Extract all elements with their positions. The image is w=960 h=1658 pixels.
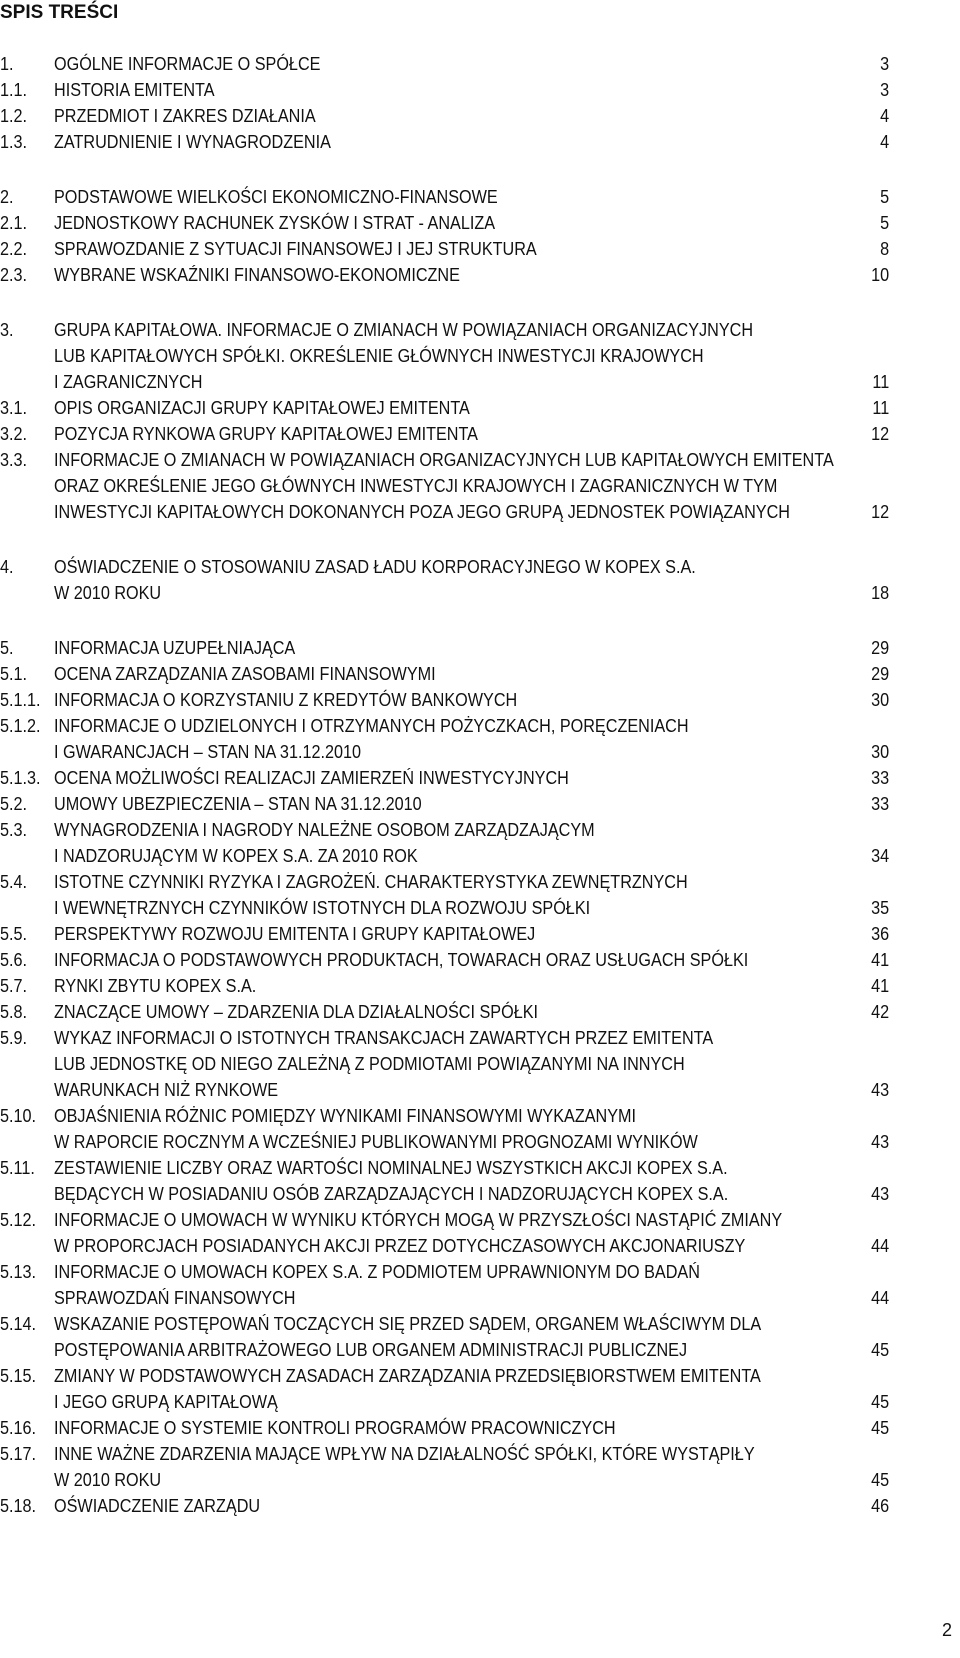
section-spacer [0, 525, 940, 554]
toc-entry-title: WYKAZ INFORMACJI O ISTOTNYCH TRANSAKCJACH ZAWARTYCH PRZEZ EMITENTA [54, 1028, 714, 1048]
toc-entry[interactable] [0, 817, 936, 869]
toc-entry-page: 33 [871, 794, 890, 814]
toc-entry-title: I WEWNĘTRZNYCH CZYNNIKÓW ISTOTNYCH DLA ROZWOJU SPÓŁKI [54, 898, 591, 918]
toc-entry-page: 29 [871, 638, 890, 658]
toc-entry-page: 29 [871, 664, 890, 684]
toc-entry[interactable] [0, 661, 936, 687]
toc-entry-number: 5.1.1. [0, 690, 41, 710]
toc-entry-number: 5.14. [0, 1314, 37, 1334]
toc-entry-number: 2. [0, 187, 14, 207]
toc-entry-page: 41 [871, 976, 890, 996]
toc-entry-title: PODSTAWOWE WIELKOŚCI EKONOMICZNO-FINANSOWE [54, 187, 498, 207]
toc-entry-page: 30 [871, 690, 890, 710]
toc-entry-page: 4 [880, 106, 890, 126]
toc-entry-number: 5.4. [0, 872, 28, 892]
toc-entry-page: 35 [871, 898, 890, 918]
toc-entry-title: W PROPORCJACH POSIADANYCH AKCJI PRZEZ DOTYCHCZASOWYCH AKCJONARIUSZY [54, 1236, 746, 1256]
toc-entry-page: 45 [871, 1470, 890, 1490]
toc-entry-number: 5.10. [0, 1106, 37, 1126]
toc-entry-title: INFORMACJA UZUPEŁNIAJĄCA [54, 638, 296, 658]
toc-entry[interactable] [0, 1155, 936, 1207]
toc-entry-page: 41 [871, 950, 890, 970]
toc-entry-number: 5.1.3. [0, 768, 41, 788]
toc-entry-number: 5.8. [0, 1002, 28, 1022]
toc-entry-number: 5.1.2. [0, 716, 41, 736]
toc-entry-title: RYNKI ZBYTU KOPEX S.A. [54, 976, 257, 996]
toc-entry-title: OPIS ORGANIZACJI GRUPY KAPITAŁOWEJ EMITENTA [54, 398, 470, 418]
toc-entry-number: 3.2. [0, 424, 28, 444]
toc-entry[interactable] [0, 1025, 936, 1103]
toc-entry-title: I ZAGRANICZNYCH [54, 372, 203, 392]
toc-entry-number: 1.3. [0, 132, 28, 152]
toc-entry-page: 11 [872, 372, 890, 392]
toc-entry-page: 45 [871, 1418, 890, 1438]
toc-entry-title: W 2010 ROKU [54, 1470, 162, 1490]
toc-entry[interactable] [0, 1207, 936, 1259]
toc-entry-title: GRUPA KAPITAŁOWA. INFORMACJE O ZMIANACH W POWIĄZANIACH ORGANIZACYJNYCH [54, 320, 754, 340]
toc-entry[interactable] [0, 1363, 936, 1415]
toc-entry-title: OŚWIADCZENIE O STOSOWANIU ZASAD ŁADU KORPORACYJNEGO W KOPEX S.A. [54, 557, 696, 577]
toc-entry-number: 3. [0, 320, 14, 340]
toc-entry-title: I NADZORUJĄCYM W KOPEX S.A. ZA 2010 ROK [54, 846, 418, 866]
toc-entry-title: PRZEDMIOT I ZAKRES DZIAŁANIA [54, 106, 316, 126]
toc-entry-title: WYBRANE WSKAŹNIKI FINANSOWO-EKONOMICZNE [54, 265, 460, 285]
toc-entry[interactable] [0, 947, 936, 973]
toc-entry-number: 5.13. [0, 1262, 37, 1282]
toc-entry-number: 5. [0, 638, 14, 658]
toc-entry-number: 5.16. [0, 1418, 37, 1438]
toc-entry[interactable] [0, 184, 936, 210]
toc-entry[interactable] [0, 921, 936, 947]
toc-entry-title: ZMIANY W PODSTAWOWYCH ZASADACH ZARZĄDZANIA PRZEDSIĘBIORSTWEM EMITENTA [54, 1366, 761, 1386]
toc-entry-title: I JEGO GRUPĄ KAPITAŁOWĄ [54, 1392, 278, 1412]
toc-entry-title: OGÓLNE INFORMACJE O SPÓŁCE [54, 54, 321, 74]
toc-entry[interactable] [0, 635, 936, 661]
toc-entry-number: 5.6. [0, 950, 28, 970]
section-spacer [0, 606, 940, 635]
section-spacer [0, 155, 940, 184]
toc-entry-page: 36 [871, 924, 890, 944]
toc-entry[interactable] [0, 791, 936, 817]
toc-entry[interactable] [0, 421, 936, 447]
toc-entry-title: SPRAWOZDAŃ FINANSOWYCH [54, 1288, 296, 1308]
toc-entry[interactable] [0, 395, 936, 421]
toc-entry-number: 5.11. [0, 1158, 35, 1178]
toc-entry-title: ZESTAWIENIE LICZBY ORAZ WARTOŚCI NOMINALNEJ WSZYSTKICH AKCJI KOPEX S.A. [54, 1158, 728, 1178]
toc-entry[interactable] [0, 1103, 936, 1155]
toc-entry-number: 5.12. [0, 1210, 37, 1230]
toc-entry[interactable] [0, 447, 936, 525]
toc-entry-title: SPRAWOZDANIE Z SYTUACJI FINANSOWEJ I JEJ STRUKTURA [54, 239, 537, 259]
toc-entry-page: 34 [871, 846, 890, 866]
toc-entry[interactable] [0, 51, 936, 77]
toc-entry-number: 5.1. [0, 664, 28, 684]
toc-entry-page: 43 [871, 1132, 890, 1152]
toc-entry-title: POZYCJA RYNKOWA GRUPY KAPITAŁOWEJ EMITENTA [54, 424, 478, 444]
toc-entry-title: PERSPEKTYWY ROZWOJU EMITENTA I GRUPY KAPITAŁOWEJ [54, 924, 536, 944]
toc-entry-page: 12 [871, 424, 890, 444]
toc-entry-title: INFORMACJA O PODSTAWOWYCH PRODUKTACH, TOWARACH ORAZ USŁUGACH SPÓŁKI [54, 950, 749, 970]
toc-entry-number: 1.2. [0, 106, 28, 126]
toc-entry-title: OCENA MOŻLIWOŚCI REALIZACJI ZAMIERZEŃ INWESTYCYJNYCH [54, 768, 569, 788]
toc-entry-number: 1.1. [0, 80, 28, 100]
toc-entry[interactable] [0, 210, 936, 236]
toc-entry[interactable] [0, 262, 936, 288]
toc-entry-number: 2.2. [0, 239, 28, 259]
toc-entry-page: 43 [871, 1080, 890, 1100]
toc-entry-title: BĘDĄCYCH W POSIADANIU OSÓB ZARZĄDZAJĄCYCH I NADZORUJĄCYCH KOPEX S.A. [54, 1184, 729, 1204]
toc-entry-number: 2.1. [0, 213, 28, 233]
toc-entry[interactable] [0, 973, 936, 999]
toc-entry-number: 5.7. [0, 976, 28, 996]
toc-entry[interactable] [0, 103, 936, 129]
toc-entry-number: 3.3. [0, 450, 28, 470]
toc-entry-title: WYNAGRODZENIA I NAGRODY NALEŻNE OSOBOM ZARZĄDZAJĄCYM [54, 820, 595, 840]
toc-entry-title: I GWARANCJACH – STAN NA 31.12.2010 [54, 742, 362, 762]
toc-entry-title: INWESTYCJI KAPITAŁOWYCH DOKONANYCH POZA JEGO GRUPĄ JEDNOSTEK POWIĄZANYCH [54, 502, 791, 522]
toc-entry-title: LUB KAPITAŁOWYCH SPÓŁKI. OKREŚLENIE GŁÓWNYCH INWESTYCJI KRAJOWYCH [54, 346, 704, 366]
page-number: 2 [941, 1620, 952, 1640]
toc-heading: SPIS TREŚCI [0, 2, 119, 23]
toc-entry-number: 1. [0, 54, 14, 74]
toc-entry-page: 45 [871, 1340, 890, 1360]
toc-entry-title: HISTORIA EMITENTA [54, 80, 215, 100]
toc-entry-page: 3 [880, 54, 890, 74]
toc-entry[interactable] [0, 236, 936, 262]
toc-entry-title: JEDNOSTKOWY RACHUNEK ZYSKÓW I STRAT - ANALIZA [54, 213, 496, 233]
toc-entry-page: 4 [880, 132, 890, 152]
toc-entry[interactable] [0, 554, 936, 606]
toc-entry-title: ZATRUDNIENIE I WYNAGRODZENIA [54, 132, 331, 152]
toc-entry-number: 5.2. [0, 794, 28, 814]
toc-entry-number: 5.17. [0, 1444, 37, 1464]
toc-entry-title: OBJAŚNIENIA RÓŻNIC POMIĘDZY WYNIKAMI FINANSOWYMI WYKAZANYMI [54, 1106, 637, 1126]
toc-entry-title: OCENA ZARZĄDZANIA ZASOBAMI FINANSOWYMI [54, 664, 436, 684]
toc-entry-title: UMOWY UBEZPIECZENIA – STAN NA 31.12.2010 [54, 794, 422, 814]
toc-entry-page: 3 [880, 80, 890, 100]
toc-entry-page: 5 [880, 213, 890, 233]
toc-entry-title: INFORMACJE O SYSTEMIE KONTROLI PROGRAMÓW PRACOWNICZYCH [54, 1418, 616, 1438]
toc-entry-page: 18 [871, 583, 890, 603]
table-of-contents [0, 51, 940, 1519]
toc-entry-number: 2.3. [0, 265, 28, 285]
toc-entry-page: 8 [880, 239, 890, 259]
toc-entry-title: W 2010 ROKU [54, 583, 162, 603]
toc-entry-title: INFORMACJE O ZMIANACH W POWIĄZANIACH ORGANIZACYJNYCH LUB KAPITAŁOWYCH EMITENTA [54, 450, 834, 470]
toc-entry-number: 5.9. [0, 1028, 28, 1048]
toc-entry[interactable] [0, 1493, 936, 1519]
toc-entry-title: WARUNKACH NIŻ RYNKOWE [54, 1080, 279, 1100]
toc-entry-page: 10 [871, 265, 890, 285]
toc-entry-page: 44 [871, 1236, 890, 1256]
toc-entry-page: 12 [871, 502, 890, 522]
toc-entry-title: POSTĘPOWANIA ARBITRAŻOWEGO LUB ORGANEM ADMINISTRACJI PUBLICZNEJ [54, 1340, 688, 1360]
toc-entry-title: WSKAZANIE POSTĘPOWAŃ TOCZĄCYCH SIĘ PRZED SĄDEM, ORGANEM WŁAŚCIWYM DLA [54, 1314, 762, 1334]
toc-entry-number: 3.1. [0, 398, 28, 418]
toc-entry[interactable] [0, 317, 936, 395]
toc-entry[interactable] [0, 765, 936, 791]
toc-entry[interactable] [0, 869, 936, 921]
toc-entry-title: LUB JEDNOSTKĘ OD NIEGO ZALEŻNĄ Z PODMIOTAMI POWIĄZANYMI NA INNYCH [54, 1054, 685, 1074]
toc-entry[interactable] [0, 1441, 936, 1493]
toc-entry-page: 43 [871, 1184, 890, 1204]
toc-entry-number: 4. [0, 557, 14, 577]
toc-entry-title: INFORMACJE O UMOWACH W WYNIKU KTÓRYCH MOGĄ W PRZYSZŁOŚCI NASTĄPIĆ ZMIANY [54, 1210, 783, 1230]
toc-entry-number: 5.5. [0, 924, 28, 944]
toc-entry[interactable] [0, 77, 936, 103]
toc-entry-number: 5.3. [0, 820, 28, 840]
toc-entry-page: 42 [871, 1002, 890, 1022]
toc-entry[interactable] [0, 1259, 936, 1311]
toc-entry-number: 5.18. [0, 1496, 37, 1516]
toc-entry-title: INNE WAŻNE ZDARZENIA MAJĄCE WPŁYW NA DZIAŁALNOŚĆ SPÓŁKI, KTÓRE WYSTĄPIŁY [54, 1444, 755, 1464]
toc-entry[interactable] [0, 1311, 936, 1363]
toc-entry-page: 5 [880, 187, 890, 207]
toc-entry[interactable] [0, 999, 936, 1025]
toc-entry-page: 33 [871, 768, 890, 788]
toc-entry-page: 11 [872, 398, 890, 418]
toc-entry-page: 45 [871, 1392, 890, 1412]
toc-entry-title: INFORMACJA O KORZYSTANIU Z KREDYTÓW BANKOWYCH [54, 690, 518, 710]
toc-entry-page: 44 [871, 1288, 890, 1308]
toc-entry-page: 46 [871, 1496, 890, 1516]
toc-entry-title: ORAZ OKREŚLENIE JEGO GŁÓWNYCH INWESTYCJI KRAJOWYCH I ZAGRANICZNYCH W TYM [54, 476, 778, 496]
toc-entry-number: 5.15. [0, 1366, 37, 1386]
section-spacer [0, 288, 940, 317]
toc-entry[interactable] [0, 129, 936, 155]
toc-entry[interactable] [0, 687, 936, 713]
toc-entry[interactable] [0, 1415, 936, 1441]
toc-entry-title: INFORMACJE O UDZIELONYCH I OTRZYMANYCH POŻYCZKACH, PORĘCZENIACH [54, 716, 689, 736]
toc-entry-title: W RAPORCIE ROCZNYM A WCZEŚNIEJ PUBLIKOWANYMI PROGNOZAMI WYNIKÓW [54, 1132, 698, 1152]
toc-entry-title: ZNACZĄCE UMOWY – ZDARZENIA DLA DZIAŁALNOŚCI SPÓŁKI [54, 1002, 539, 1022]
toc-entry-page: 30 [871, 742, 890, 762]
toc-entry-title: ISTOTNE CZYNNIKI RYZYKA I ZAGROŻEŃ. CHARAKTERYSTYKA ZEWNĘTRZNYCH [54, 872, 688, 892]
toc-entry-title: INFORMACJE O UMOWACH KOPEX S.A. Z PODMIOTEM UPRAWNIONYM DO BADAŃ [54, 1262, 700, 1282]
toc-entry[interactable] [0, 713, 936, 765]
toc-entry-title: OŚWIADCZENIE ZARZĄDU [54, 1496, 261, 1516]
